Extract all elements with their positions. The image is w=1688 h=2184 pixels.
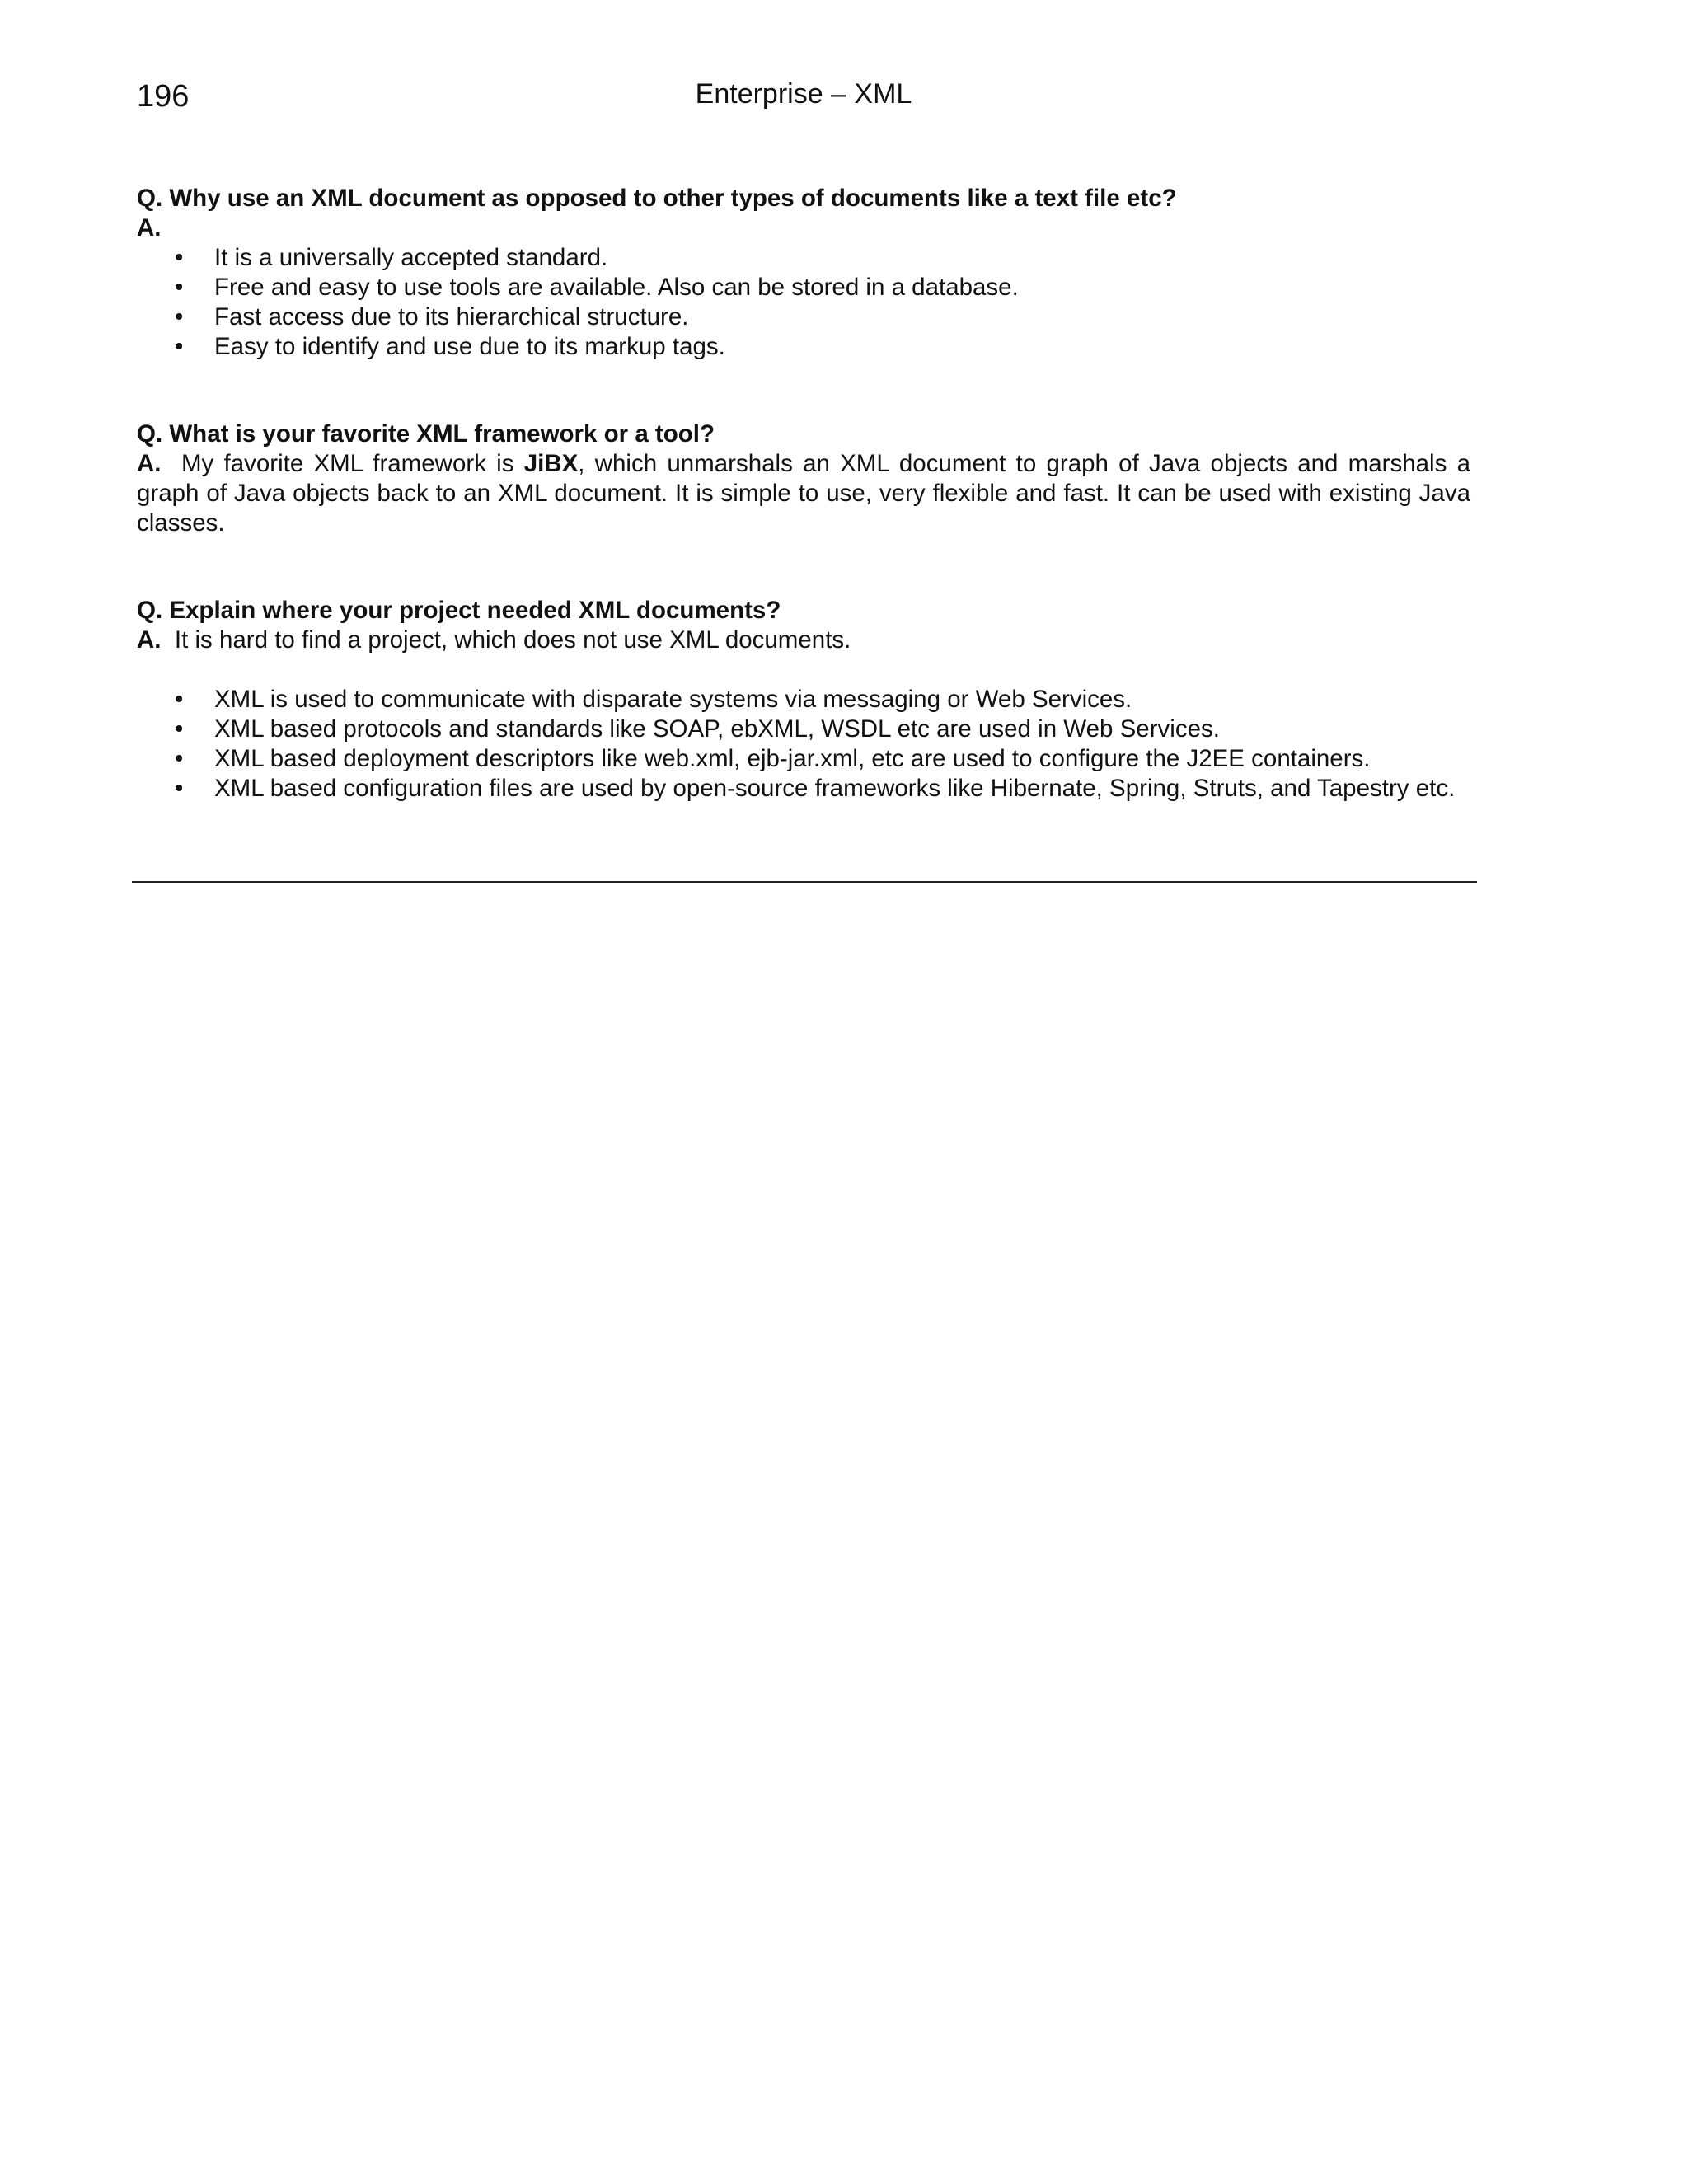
running-title: Enterprise – XML xyxy=(695,78,912,110)
question-1: Q. Why use an XML document as opposed to other types of documents like a text file etc? xyxy=(137,185,1177,212)
list-item-text: XML based deployment descriptors like web.xml, ejb-jar.xml, etc are used to configure the J2EE containers. xyxy=(214,745,1371,772)
list-item-text: It is a universally accepted standard. xyxy=(214,244,608,271)
bullet-icon: • xyxy=(175,686,184,713)
list-item-text: Fast access due to its hierarchical structure. xyxy=(214,303,689,330)
answer-2-text-end: , which unmarshals an XML document to graph of Java objects and marshals a graph of Java objects back to an XML document. It is simple to use, very flexible and fast. It can be used with existing Java classes. xyxy=(137,450,1470,537)
section-divider xyxy=(132,881,1477,883)
bullet-icon: • xyxy=(175,244,184,271)
bullet-icon: • xyxy=(175,715,184,743)
answer-1-list xyxy=(137,243,1470,362)
answer-3-intro: It is hard to find a project, which does not use XML documents. xyxy=(174,626,851,654)
qa-block-3 xyxy=(137,596,1470,804)
list-item-text: Free and easy to use tools are available. Also can be stored in a database. xyxy=(214,274,1019,301)
bullet-icon: • xyxy=(175,303,184,330)
list-item xyxy=(137,715,1470,744)
answer-3-list xyxy=(137,685,1470,804)
bullet-icon: • xyxy=(175,775,184,802)
qa-block-2 xyxy=(137,419,1470,538)
answer-2-text-start: My favorite XML framework is xyxy=(181,450,524,477)
list-item xyxy=(137,273,1470,302)
list-item xyxy=(137,332,1470,362)
list-item xyxy=(137,302,1470,332)
list-item xyxy=(137,243,1470,273)
answer-2-framework-name: JiBX xyxy=(523,450,579,477)
list-item-text: XML based configuration files are used by open-source frameworks like Hibernate, Spring, Struts, and Tapestry etc. xyxy=(214,775,1456,802)
answer-label-2: A. xyxy=(137,450,162,477)
bullet-icon: • xyxy=(175,274,184,301)
page-content xyxy=(137,184,1470,804)
page-number: 196 xyxy=(137,79,190,114)
list-item xyxy=(137,685,1470,715)
answer-3 xyxy=(137,626,1470,655)
qa-block-1 xyxy=(137,184,1470,362)
bullet-icon: • xyxy=(175,745,184,772)
spacer xyxy=(137,655,1470,685)
list-item-text: Easy to identify and use due to its markup tags. xyxy=(214,333,725,360)
bullet-icon: • xyxy=(175,333,184,360)
answer-label-3: A. xyxy=(137,626,162,654)
answer-label-1: A. xyxy=(137,214,162,241)
question-3: Q. Explain where your project needed XML documents? xyxy=(137,597,781,624)
answer-2 xyxy=(137,449,1470,538)
list-item xyxy=(137,774,1470,804)
list-item xyxy=(137,744,1470,774)
list-item-text: XML is used to communicate with disparate systems via messaging or Web Services. xyxy=(214,686,1132,713)
list-item-text: XML based protocols and standards like SOAP, ebXML, WSDL etc are used in Web Services. xyxy=(214,715,1220,743)
question-2: Q. What is your favorite XML framework or a tool? xyxy=(137,420,715,448)
